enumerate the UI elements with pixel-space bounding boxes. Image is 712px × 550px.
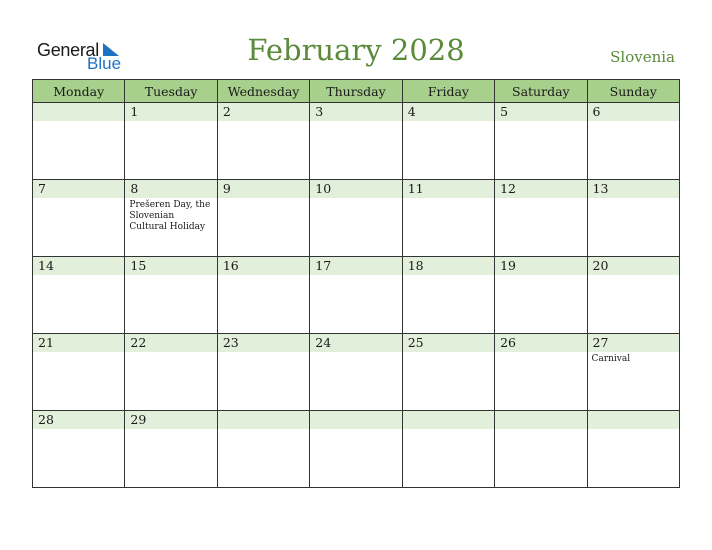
day-number: 10 — [310, 180, 401, 198]
day-cell — [495, 411, 587, 488]
day-cell — [495, 334, 587, 411]
day-number: 27 — [588, 334, 679, 352]
day-number: 28 — [33, 411, 124, 429]
weekday-header-row — [33, 80, 680, 103]
day-cell — [310, 180, 402, 257]
day-number: 5 — [495, 103, 586, 121]
day-cell — [217, 257, 309, 334]
day-number: 24 — [310, 334, 401, 352]
day-number — [33, 103, 124, 121]
day-cell — [310, 103, 402, 180]
day-number: 25 — [403, 334, 494, 352]
day-cell — [217, 103, 309, 180]
day-number: 11 — [403, 180, 494, 198]
day-number: 17 — [310, 257, 401, 275]
day-cell — [587, 257, 679, 334]
weekday-header-saturday: Saturday — [495, 80, 587, 103]
day-number: 9 — [218, 180, 309, 198]
day-cell — [495, 257, 587, 334]
day-number — [310, 411, 401, 429]
holiday-event: Carnival — [591, 354, 631, 364]
holiday-event: Prešeren Day, the Slovenian Cultural Holiday — [129, 200, 211, 232]
day-cell — [125, 103, 217, 180]
day-number: 3 — [310, 103, 401, 121]
country-label: Slovenia — [610, 48, 675, 66]
day-cell — [33, 103, 125, 180]
day-number: 12 — [495, 180, 586, 198]
day-cell — [125, 411, 217, 488]
day-number — [588, 411, 679, 429]
week-row — [33, 334, 680, 411]
day-number: 18 — [403, 257, 494, 275]
day-cell — [587, 103, 679, 180]
day-cell — [310, 411, 402, 488]
day-cell — [587, 411, 679, 488]
day-cell — [402, 411, 494, 488]
day-number: 23 — [218, 334, 309, 352]
day-cell — [125, 180, 217, 257]
week-row — [33, 103, 680, 180]
weekday-header-sunday: Sunday — [587, 80, 679, 103]
calendar-title: February 2028 — [247, 33, 465, 67]
day-number: 26 — [495, 334, 586, 352]
week-row — [33, 411, 680, 488]
logo-text-blue: Blue — [87, 54, 122, 73]
day-cell — [217, 180, 309, 257]
day-cell — [587, 334, 679, 411]
day-number: 21 — [33, 334, 124, 352]
day-number: 1 — [125, 103, 216, 121]
weekday-header-thursday: Thursday — [310, 80, 402, 103]
day-cell — [587, 180, 679, 257]
day-number: 2 — [218, 103, 309, 121]
day-number: 20 — [588, 257, 679, 275]
day-number — [495, 411, 586, 429]
day-cell — [217, 411, 309, 488]
day-cell — [125, 334, 217, 411]
day-cell — [402, 334, 494, 411]
week-row — [33, 257, 680, 334]
weekday-header-tuesday: Tuesday — [125, 80, 217, 103]
day-cell — [402, 257, 494, 334]
day-number: 19 — [495, 257, 586, 275]
day-number: 7 — [33, 180, 124, 198]
week-row — [33, 180, 680, 257]
day-number: 8 — [125, 180, 216, 198]
day-number — [218, 411, 309, 429]
day-number: 22 — [125, 334, 216, 352]
calendar-grid — [32, 79, 680, 488]
day-number: 14 — [33, 257, 124, 275]
day-cell — [495, 180, 587, 257]
day-cell — [33, 257, 125, 334]
day-number — [403, 411, 494, 429]
day-number: 13 — [588, 180, 679, 198]
day-number: 4 — [403, 103, 494, 121]
day-number: 29 — [125, 411, 216, 429]
day-cell — [33, 334, 125, 411]
weekday-header-wednesday: Wednesday — [217, 80, 309, 103]
day-cell — [33, 180, 125, 257]
day-number: 15 — [125, 257, 216, 275]
weekday-header-friday: Friday — [402, 80, 494, 103]
day-cell — [125, 257, 217, 334]
day-cell — [402, 180, 494, 257]
day-number: 16 — [218, 257, 309, 275]
day-cell — [217, 334, 309, 411]
day-number: 6 — [588, 103, 679, 121]
day-cell — [310, 257, 402, 334]
weekday-header-monday: Monday — [33, 80, 125, 103]
day-cell — [310, 334, 402, 411]
logo-text-general: General — [37, 40, 99, 60]
day-cell — [33, 411, 125, 488]
day-cell — [495, 103, 587, 180]
day-cell — [402, 103, 494, 180]
